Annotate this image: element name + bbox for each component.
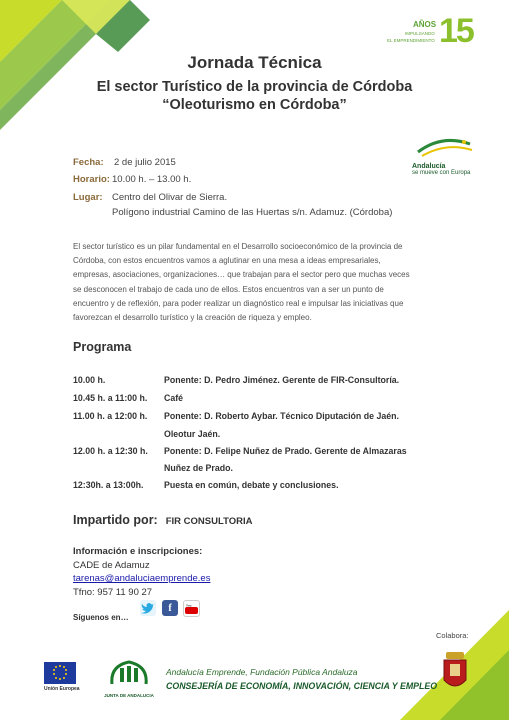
program-row <box>73 411 399 421</box>
logo-word: AÑOS <box>413 20 437 29</box>
facebook-icon[interactable]: f <box>162 600 178 616</box>
intro-line: encuentro y de reflexión, para poder realizar un diagnóstico real e impulsar las iniciativas que <box>73 298 404 308</box>
logo-line2: EL EMPRENDIMIENTO <box>387 38 435 43</box>
program-desc: Ponente: D. Felipe Nuñez de Prado. Gerente de Almazaras <box>164 446 407 456</box>
follow-us-label: Síguenos en… <box>73 613 129 622</box>
logo-number: 15 <box>439 12 473 50</box>
contact-heading: Información e inscripciones: <box>73 546 203 557</box>
program-row <box>73 446 407 456</box>
andalucia-logo-line2: se mueve con Europa <box>412 170 471 176</box>
intro-line: se desconocen el trabajo de cada uno de ellos. Estos encuentros van a ser un punto de <box>73 284 384 294</box>
program-desc: Café <box>164 393 184 403</box>
program-time: 10.45 h. a 11:00 h. <box>73 393 148 403</box>
contact-email-link[interactable]: tarenas@andaluciaemprende.es <box>73 573 211 584</box>
program-time: 12:30h. a 13:00h. <box>73 480 144 490</box>
junta-emblem-icon <box>106 658 152 688</box>
footer-line1: Andalucía Emprende, Fundación Pública Andaluza <box>166 667 358 677</box>
page-title: Jornada Técnica <box>187 53 322 72</box>
twitter-icon[interactable] <box>140 600 156 616</box>
program-desc: Ponente: D. Pedro Jiménez. Gerente de FIR-Consultoría. <box>164 375 400 385</box>
impartido-org: FIR CONSULTORIA <box>165 516 253 527</box>
fecha-value: 2 de julio 2015 <box>114 157 176 168</box>
program-time: 12.00 h. a 12:30 h. <box>73 446 148 456</box>
intro-line: El sector turístico es un pilar fundamental en el Desarrollo socioeconómico de la provincia de <box>73 242 403 251</box>
andalucia-europa-logo <box>412 136 476 176</box>
program-time: 10.00 h. <box>73 375 106 385</box>
eu-logo <box>44 662 80 698</box>
programa-heading: Programa <box>73 340 132 354</box>
svg-text:You: You <box>186 603 192 608</box>
intro-line: empresas, asociaciones, organizaciones… que trabajan para el sector pero que muchas veces <box>73 270 410 280</box>
page-subtitle: El sector Turístico de la provincia de Córdoba <box>96 79 413 95</box>
crest-icon <box>441 650 469 694</box>
fecha-label: Fecha: <box>73 157 104 168</box>
eu-flag-icon <box>44 662 76 684</box>
lugar-line1: Centro del Olivar de Sierra. <box>112 192 228 203</box>
program-row <box>73 393 184 403</box>
program-desc: Nuñez de Prado. <box>164 463 233 473</box>
andalucia-logo-line1: Andalucía <box>412 163 446 170</box>
junta-andalucia-logo <box>102 658 156 700</box>
program-row <box>73 463 233 473</box>
intro-line: favorezcan el desarrollo turístico y la creación de riqueza y empleo. <box>73 313 312 323</box>
eu-label: Unión Europea <box>44 686 80 692</box>
program-desc: Ponente: D. Roberto Aybar. Técnico Diputación de Jaén. <box>164 411 399 421</box>
footer-text <box>166 667 437 691</box>
horario-label: Horario: <box>73 174 110 185</box>
program-row <box>73 375 400 385</box>
municipal-crest <box>441 650 469 694</box>
lugar-label: Lugar: <box>73 192 103 203</box>
intro-paragraph <box>73 240 431 325</box>
intro-line: Córdoba, con estos encuentros vamos a aglutinar en una mesa a ideas empresariales, <box>73 256 381 266</box>
contact-phone: Tfno: 957 11 90 27 <box>73 587 153 598</box>
fifteen-years-logo <box>383 12 483 56</box>
program-row <box>73 429 221 439</box>
colabora-label: Colabora: <box>436 631 469 640</box>
program-desc: Puesta en común, debate y conclusiones. <box>164 480 339 490</box>
logo-line1: IMPULSANDO <box>405 31 435 36</box>
program-row <box>73 480 339 490</box>
andalucia-europa-mark-icon <box>412 136 476 158</box>
junta-label: JUNTA DE ANDALUCIA <box>104 693 154 698</box>
lugar-line2: Polígono industrial Camino de las Huertas s/n. Adamuz. (Córdoba) <box>112 207 393 218</box>
program-desc: Oleotur Jaén. <box>164 429 221 439</box>
program-time: 11.00 h. a 12:00 h. <box>73 411 148 421</box>
youtube-icon[interactable] <box>183 600 200 617</box>
contact-place: CADE de Adamuz <box>73 560 150 571</box>
page-subtitle-2: “Oleoturismo en Córdoba” <box>162 97 347 113</box>
horario-value: 10.00 h. – 13.00 h. <box>112 174 192 185</box>
impartido-por <box>73 513 252 527</box>
footer-line2: CONSEJERÍA DE ECONOMÍA, INNOVACIÓN, CIENCIA Y EMPLEO <box>166 681 438 691</box>
impartido-label: Impartido por: <box>73 513 158 527</box>
